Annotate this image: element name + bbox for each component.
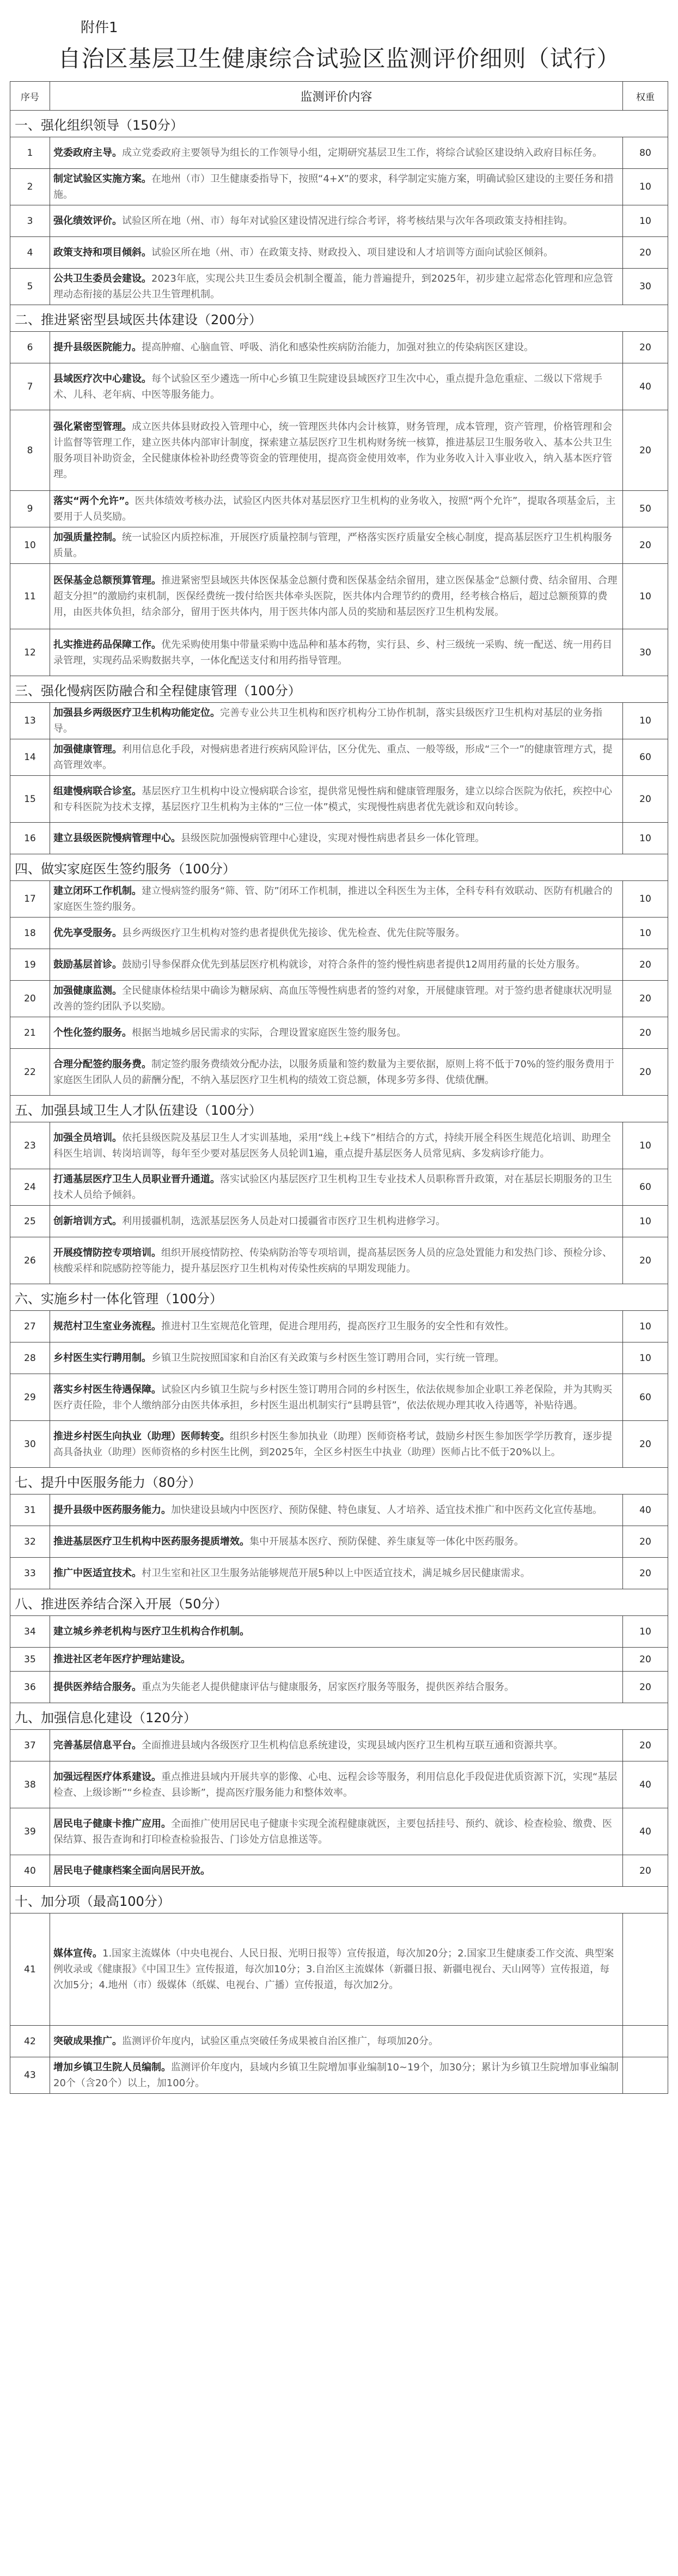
item-heading: 突破成果推广。 bbox=[53, 2036, 122, 2047]
row-number: 33 bbox=[10, 1558, 50, 1589]
row-number: 13 bbox=[10, 703, 50, 739]
table-row bbox=[10, 237, 668, 269]
row-weight: 60 bbox=[623, 739, 668, 776]
row-number: 10 bbox=[10, 527, 50, 564]
item-heading: 合理分配签约服务费。 bbox=[53, 1058, 151, 1070]
item-description: 落实试验区内基层医疗卫生机构卫生专业技术人员职称晋升政策，对在基层长期服务的卫生技术人员给予倾斜。 bbox=[53, 1174, 612, 1201]
section-title: 三、强化慢病医防融合和全程健康管理（100分） bbox=[10, 676, 668, 703]
item-heading: 建立城乡养老机构与医疗卫生机构合作机制。 bbox=[53, 1626, 249, 1637]
item-heading: 规范村卫生室业务流程。 bbox=[53, 1321, 161, 1332]
item-description: 试验区所在地（州、市）每年对试验区建设情况进行综合考评，将考核结果与次年各项政策支持相挂钩。 bbox=[122, 215, 573, 227]
row-number: 42 bbox=[10, 2026, 50, 2057]
row-content bbox=[50, 205, 623, 237]
row-content bbox=[50, 1169, 623, 1206]
row-weight: 20 bbox=[623, 410, 668, 491]
row-content bbox=[50, 1342, 623, 1374]
row-content bbox=[50, 332, 623, 363]
row-weight: 20 bbox=[623, 981, 668, 1017]
item-description: 统一试验区内质控标准，开展医疗质量控制与管理，严格落实医疗质量安全核心制度，提高基层医疗卫生机构服务质量。 bbox=[53, 532, 612, 559]
item-heading: 公共卫生委员会建设。 bbox=[53, 273, 151, 284]
item-heading: 媒体宣传。 bbox=[53, 1948, 102, 1959]
header-content: 监测评价内容 bbox=[50, 82, 623, 111]
item-description: 依托县级医院及基层卫生人才实训基地，采用“线上+线下”相结合的方式，持续开展全科医生规范化培训、助理全科医生培训、转岗培训等，每年至少要对基层医务人员轮训1遍，重点提升基层医务人员常见病、多发病诊疗能力。 bbox=[53, 1132, 611, 1159]
item-description: 优先采购使用集中带量采购中选品种和基本药物，实行县、乡、村三级统一采购、统一配送、统一用药目录管理，实现药品采购数据共享，一体化配送支付和用药指导管理。 bbox=[53, 639, 612, 666]
row-number: 20 bbox=[10, 981, 50, 1017]
table-row bbox=[10, 1672, 668, 1703]
row-content bbox=[50, 1730, 623, 1761]
row-content bbox=[50, 1558, 623, 1589]
row-content bbox=[50, 1672, 623, 1703]
row-number: 17 bbox=[10, 881, 50, 918]
section-title: 五、加强县域卫生人才队伍建设（100分） bbox=[10, 1096, 668, 1122]
table-row bbox=[10, 776, 668, 823]
item-description: 推进紧密型县域医共体医保基金总额付费和医保基金结余留用，建立医保基金“总额付费、结余留用、合理超支分担”的激励约束机制，医保经费统一拨付给医共体牵头医院，医共体内合理节约的费用，经考核合格后，超过总额预算的费用，由医共体负担，结余部分，留用于医共体内，用于医共体内部人员的奖励和基层医疗卫生机构发展。 bbox=[53, 575, 618, 618]
document-title: 自治区基层卫生健康综合试验区监测评价细则（试行） bbox=[58, 45, 620, 72]
row-number: 30 bbox=[10, 1421, 50, 1468]
section-row bbox=[10, 1703, 668, 1730]
row-content bbox=[50, 1049, 623, 1096]
row-number: 7 bbox=[10, 363, 50, 410]
row-content bbox=[50, 1421, 623, 1468]
row-weight: 20 bbox=[623, 1730, 668, 1761]
table-row bbox=[10, 1808, 668, 1855]
table-row bbox=[10, 1237, 668, 1284]
evaluation-table bbox=[10, 81, 668, 2094]
section-row bbox=[10, 111, 668, 137]
row-weight: 10 bbox=[623, 1122, 668, 1169]
row-number: 9 bbox=[10, 491, 50, 527]
section-row bbox=[10, 1096, 668, 1122]
row-weight: 20 bbox=[623, 776, 668, 823]
row-number: 18 bbox=[10, 918, 50, 949]
row-weight: 10 bbox=[623, 205, 668, 237]
row-number: 37 bbox=[10, 1730, 50, 1761]
section-row bbox=[10, 1468, 668, 1494]
row-number: 5 bbox=[10, 269, 50, 305]
row-content bbox=[50, 949, 623, 981]
table-row bbox=[10, 1122, 668, 1169]
row-weight: 20 bbox=[623, 1558, 668, 1589]
item-heading: 推进基层医疗卫生机构中医药服务提质增效。 bbox=[53, 1536, 249, 1547]
row-number: 28 bbox=[10, 1342, 50, 1374]
item-description: 县级医院加强慢病管理中心建设，实现对慢性病患者县乡一体化管理。 bbox=[181, 833, 485, 844]
item-description: 推进村卫生室规范化管理，促进合理用药，提高医疗卫生服务的安全性和有效性。 bbox=[161, 1321, 514, 1332]
item-description: 成立党委政府主要领导为组长的工作领导小组，定期研究基层卫生工作，将综合试验区建设纳入政府目标任务。 bbox=[122, 147, 602, 159]
table-row bbox=[10, 1206, 668, 1237]
row-content bbox=[50, 1808, 623, 1855]
row-weight: 20 bbox=[623, 527, 668, 564]
row-weight: 40 bbox=[623, 363, 668, 410]
section-title: 六、实施乡村一体化管理（100分） bbox=[10, 1284, 668, 1311]
row-number: 35 bbox=[10, 1648, 50, 1672]
table-row bbox=[10, 703, 668, 739]
item-heading: 加强县乡两级医疗卫生机构功能定位。 bbox=[53, 707, 220, 719]
row-content bbox=[50, 1913, 623, 2026]
row-content bbox=[50, 2026, 623, 2057]
row-weight: 20 bbox=[623, 1237, 668, 1284]
table-row bbox=[10, 2057, 668, 2094]
item-heading: 乡村医生实行聘用制。 bbox=[53, 1352, 151, 1364]
row-weight: 20 bbox=[623, 1049, 668, 1096]
row-number: 38 bbox=[10, 1761, 50, 1808]
row-number: 43 bbox=[10, 2057, 50, 2094]
row-number: 25 bbox=[10, 1206, 50, 1237]
table-row bbox=[10, 1017, 668, 1049]
row-number: 31 bbox=[10, 1494, 50, 1526]
item-heading: 个性化签约服务。 bbox=[53, 1027, 132, 1038]
item-heading: 加强质量控制。 bbox=[53, 532, 122, 543]
item-heading: 创新培训方式。 bbox=[53, 1216, 122, 1227]
item-heading: 建立闭环工作机制。 bbox=[53, 885, 142, 897]
table-header-row bbox=[10, 82, 668, 111]
table-row bbox=[10, 1913, 668, 2026]
row-weight: 20 bbox=[623, 1648, 668, 1672]
table-row bbox=[10, 527, 668, 564]
row-weight: 10 bbox=[623, 823, 668, 854]
item-description: 村卫生室和社区卫生服务站能够规范开展5种以上中医适宜技术，满足城乡居民健康需求。 bbox=[142, 1568, 530, 1579]
row-weight: 10 bbox=[623, 1206, 668, 1237]
row-weight: 20 bbox=[623, 1855, 668, 1887]
item-description: 制定签约服务费绩效分配办法，以服务质量和签约数量为主要依据，原则上将不低于70%的签约服务费用于家庭医生团队人员的薪酬分配，不纳入基层医疗卫生机构的绩效工资总额，体现多劳多得、优绩优酬。 bbox=[53, 1058, 615, 1086]
item-description: 组织开展疫情防控、传染病防治等专项培训，提高基层医务人员的应急处置能力和发热门诊、预检分诊、核酸采样和院感防控等能力，提升基层医疗卫生机构对传染性疾病的早期发现能力。 bbox=[53, 1247, 612, 1274]
row-content bbox=[50, 739, 623, 776]
table-row bbox=[10, 137, 668, 169]
item-heading: 建立县级医院慢病管理中心。 bbox=[53, 833, 181, 844]
table-row bbox=[10, 1648, 668, 1672]
row-content bbox=[50, 410, 623, 491]
table-row bbox=[10, 332, 668, 363]
item-description: 全面推进县域内各级医疗卫生机构信息系统建设，实现县域内医疗卫生机构互联互通和资源共享。 bbox=[142, 1740, 563, 1751]
table-row bbox=[10, 1374, 668, 1421]
item-description: 县乡两级医疗卫生机构对签约患者提供优先接诊、优先检查、优先住院等服务。 bbox=[122, 927, 465, 939]
row-weight: 10 bbox=[623, 1342, 668, 1374]
table-body bbox=[10, 111, 668, 2094]
item-description: 重点为失能老人提供健康评估与健康服务，居家医疗服务等服务，提供医养结合服务。 bbox=[142, 1681, 514, 1693]
item-heading: 推广中医适宜技术。 bbox=[53, 1568, 142, 1579]
row-content bbox=[50, 1206, 623, 1237]
section-title: 二、推进紧密型县域医共体建设（200分） bbox=[10, 305, 668, 332]
section-row bbox=[10, 1284, 668, 1311]
item-heading: 加强远程医疗体系建设。 bbox=[53, 1771, 161, 1783]
table-row bbox=[10, 1526, 668, 1558]
table-row bbox=[10, 1616, 668, 1648]
item-heading: 居民电子健康档案全面向居民开放。 bbox=[53, 1865, 210, 1876]
item-description: 全面推广使用居民电子健康卡实现全流程健康就医，主要包括挂号、预约、就诊、检查检验、缴费、医保结算、报告查询和打印检查检验报告、门诊处方信息推送等。 bbox=[53, 1818, 612, 1845]
row-number: 16 bbox=[10, 823, 50, 854]
row-number: 11 bbox=[10, 564, 50, 629]
table-row bbox=[10, 1049, 668, 1096]
section-row bbox=[10, 1887, 668, 1913]
row-number: 15 bbox=[10, 776, 50, 823]
section-row bbox=[10, 854, 668, 881]
row-weight: 40 bbox=[623, 1808, 668, 1855]
row-content bbox=[50, 137, 623, 169]
item-heading: 落实“两个允许”。 bbox=[53, 495, 135, 507]
item-heading: 加强全员培训。 bbox=[53, 1132, 122, 1144]
table-row bbox=[10, 1730, 668, 1761]
header-no: 序号 bbox=[10, 82, 50, 111]
row-weight: 60 bbox=[623, 1374, 668, 1421]
item-heading: 鼓励基层首诊。 bbox=[53, 959, 122, 970]
row-weight bbox=[623, 1913, 668, 2026]
row-weight: 40 bbox=[623, 1494, 668, 1526]
item-description: 试验区内乡镇卫生院与乡村医生签订聘用合同的乡村医生，依法依规参加企业职工养老保险，并为其购买医疗责任险，非个人缴纳部分由医共体承担，乡村医生退出机制实行“县聘县管”，依法依规办理其收入待遇等，补贴待遇。 bbox=[53, 1383, 612, 1411]
row-content bbox=[50, 237, 623, 269]
table-row bbox=[10, 823, 668, 854]
item-heading: 打通基层医疗卫生人员职业晋升通道。 bbox=[53, 1174, 220, 1185]
item-description: 成立医共体县财政投入管理中心，统一管理医共体内会计核算，财务管理，成本管理，资产管理，价格管理和会计监督等管理工作，建立医共体内部审计制度，探索建立基层医疗卫生机构财务统一核算，推进基层卫生服务收入、基本公共卫生服务项目补助资金，全民健康体检补助经费等资金的管理使用，提高资金使用效率，作为业务收入计入事业收入，纳入基本医疗管理。 bbox=[53, 421, 612, 480]
item-heading: 政策支持和项目倾斜。 bbox=[53, 247, 151, 258]
item-description: 鼓励引导参保群众优先到基层医疗机构就诊，对符合条件的签约慢性病患者提供12周用药量的长处方服务。 bbox=[122, 959, 585, 970]
row-content bbox=[50, 1526, 623, 1558]
table-row bbox=[10, 564, 668, 629]
item-description: 集中开展基本医疗、预防保健、养生康复等一体化中医药服务。 bbox=[249, 1536, 524, 1547]
item-description: 利用信息化手段，对慢病患者进行疾病风险评估，区分优先、重点、一般等级，形成“三个一”的健康管理方式，提高管理效率。 bbox=[53, 744, 613, 771]
row-weight: 30 bbox=[623, 269, 668, 305]
row-number: 12 bbox=[10, 629, 50, 676]
row-weight: 20 bbox=[623, 237, 668, 269]
row-content bbox=[50, 629, 623, 676]
row-weight: 10 bbox=[623, 1616, 668, 1648]
table-row bbox=[10, 269, 668, 305]
table-row bbox=[10, 491, 668, 527]
row-number: 2 bbox=[10, 169, 50, 205]
row-content bbox=[50, 2057, 623, 2094]
item-heading: 强化绩效评价。 bbox=[53, 215, 122, 227]
row-content bbox=[50, 269, 623, 305]
row-number: 39 bbox=[10, 1808, 50, 1855]
item-description: 完善专业公共卫生机构和医疗机构分工协作机制，落实县级医疗卫生机构对基层的业务指导。 bbox=[53, 707, 602, 734]
table-row bbox=[10, 205, 668, 237]
row-weight: 80 bbox=[623, 137, 668, 169]
section-title: 四、做实家庭医生签约服务（100分） bbox=[10, 854, 668, 881]
table-row bbox=[10, 1761, 668, 1808]
item-heading: 推进乡村医生向执业（助理）医师转变。 bbox=[53, 1430, 230, 1442]
row-number: 3 bbox=[10, 205, 50, 237]
row-number: 23 bbox=[10, 1122, 50, 1169]
table-row bbox=[10, 1494, 668, 1526]
item-heading: 增加乡镇卫生院人员编制。 bbox=[53, 2062, 171, 2073]
row-weight bbox=[623, 2026, 668, 2057]
item-description: 提高肿瘤、心脑血管、呼吸、消化和感染性疾病防治能力，加强对独立的传染病医区建设。 bbox=[142, 342, 534, 353]
row-weight: 10 bbox=[623, 564, 668, 629]
row-number: 19 bbox=[10, 949, 50, 981]
item-description: 1.国家主流媒体（中央电视台、人民日报、光明日报等）宣传报道，每次加20分；2.国家卫生健康委工作交流、典型案例收录或《健康报》《中国卫生》宣传报道，每次加10分；3.自治区主流媒体（新疆日报、新疆电视台、天山网等）宣传报道，每次加5分；4.地州（市）级媒体（纸媒、电视台、广播）宣传报道，每次加2分。 bbox=[53, 1948, 614, 1991]
row-number: 24 bbox=[10, 1169, 50, 1206]
row-number: 14 bbox=[10, 739, 50, 776]
row-weight: 30 bbox=[623, 629, 668, 676]
item-heading: 推进社区老年医疗护理站建设。 bbox=[53, 1654, 191, 1665]
row-content bbox=[50, 823, 623, 854]
row-weight: 20 bbox=[623, 1017, 668, 1049]
row-content bbox=[50, 981, 623, 1017]
row-content bbox=[50, 1616, 623, 1648]
row-weight: 10 bbox=[623, 1311, 668, 1342]
section-title: 一、强化组织领导（150分） bbox=[10, 111, 668, 137]
table-row bbox=[10, 1558, 668, 1589]
table-row bbox=[10, 918, 668, 949]
row-content bbox=[50, 363, 623, 410]
attachment-label: 附件1 bbox=[81, 20, 118, 36]
row-content bbox=[50, 881, 623, 918]
row-content bbox=[50, 491, 623, 527]
item-heading: 提升县级医院能力。 bbox=[53, 342, 142, 353]
row-number: 40 bbox=[10, 1855, 50, 1887]
item-heading: 提升县级中医药服务能力。 bbox=[53, 1504, 171, 1516]
row-weight: 20 bbox=[623, 332, 668, 363]
item-heading: 完善基层信息平台。 bbox=[53, 1740, 142, 1751]
section-title: 八、推进医养结合深入开展（50分） bbox=[10, 1589, 668, 1616]
row-number: 21 bbox=[10, 1017, 50, 1049]
row-number: 29 bbox=[10, 1374, 50, 1421]
header-weight: 权重 bbox=[623, 82, 668, 111]
section-title: 九、加强信息化建设（120分） bbox=[10, 1703, 668, 1730]
section-title: 七、提升中医服务能力（80分） bbox=[10, 1468, 668, 1494]
row-number: 41 bbox=[10, 1913, 50, 2026]
item-description: 全民健康体检结果中确诊为糖尿病、高血压等慢性病患者的签约对象，开展健康管理。对于签约患者健康状况明显改善的签约团队予以奖励。 bbox=[53, 985, 612, 1012]
item-heading: 扎实推进药品保障工作。 bbox=[53, 639, 161, 651]
section-row bbox=[10, 305, 668, 332]
table-row bbox=[10, 981, 668, 1017]
row-content bbox=[50, 1855, 623, 1887]
table-row bbox=[10, 1342, 668, 1374]
row-weight: 20 bbox=[623, 949, 668, 981]
table-row bbox=[10, 1855, 668, 1887]
item-heading: 优先享受服务。 bbox=[53, 927, 122, 939]
item-description: 医共体绩效考核办法，试验区内医共体对基层医疗卫生机构的业务收入，按照“两个允许”，提取各项基金后，主要用于人员奖励。 bbox=[53, 495, 616, 523]
item-description: 重点推进县域内开展共享的影像、心电、远程会诊等服务，利用信息化手段促进优质资源下沉，实现“基层检查、上级诊断”“乡检查、县诊断”，提高医疗服务能力和整体效率。 bbox=[53, 1771, 618, 1799]
row-weight: 50 bbox=[623, 491, 668, 527]
row-weight: 20 bbox=[623, 1421, 668, 1468]
row-number: 8 bbox=[10, 410, 50, 491]
row-content bbox=[50, 527, 623, 564]
row-content bbox=[50, 1761, 623, 1808]
table-row bbox=[10, 949, 668, 981]
row-weight: 60 bbox=[623, 1169, 668, 1206]
row-weight: 10 bbox=[623, 881, 668, 918]
item-heading: 开展疫情防控专项培训。 bbox=[53, 1247, 161, 1259]
row-content bbox=[50, 1311, 623, 1342]
item-description: 基层医疗卫生机构中设立慢病联合诊室，提供常见慢性病和健康管理服务，建立以综合医院为依托，疾控中心和专科医院为技术支撑，基层医疗卫生机构为主体的“三位一体”模式，实现慢性病患者优先就诊和双向转诊。 bbox=[53, 785, 612, 813]
row-weight bbox=[623, 2057, 668, 2094]
item-description: 每个试验区至少遴选一所中心乡镇卫生院建设县域医疗卫生次中心，重点提升急危重症、二级以下常规手术、儿科、老年病、中医等服务能力。 bbox=[53, 373, 602, 400]
table-row bbox=[10, 629, 668, 676]
row-content bbox=[50, 776, 623, 823]
item-description: 试验区所在地（州、市）在政策支持、财政投入、项目建设和人才培训等方面向试验区倾斜。 bbox=[151, 247, 553, 258]
row-weight: 10 bbox=[623, 169, 668, 205]
row-content bbox=[50, 1494, 623, 1526]
item-heading: 制定试验区实施方案。 bbox=[53, 173, 151, 185]
row-content bbox=[50, 1237, 623, 1284]
item-heading: 居民电子健康卡推广应用。 bbox=[53, 1818, 171, 1830]
item-heading: 提供医养结合服务。 bbox=[53, 1681, 142, 1693]
row-number: 27 bbox=[10, 1311, 50, 1342]
row-content bbox=[50, 1648, 623, 1672]
item-description: 在地州（市）卫生健康委指导下，按照“4+X”的要求，科学制定实施方案，明确试验区建设的主要任务和措施。 bbox=[53, 173, 614, 201]
row-number: 22 bbox=[10, 1049, 50, 1096]
item-description: 组织乡村医生参加执业（助理）医师资格考试，鼓励乡村医生参加医学学历教育，逐步提高具备执业（助理）医师资格的乡村医生比例，到2025年，全区乡村医生中执业（助理）医师占比不低于20%以上。 bbox=[53, 1430, 612, 1458]
item-description: 加快建设县域内中医医疗、预防保健、特色康复、人才培养、适宜技术推广和中医药文化宣传基地。 bbox=[171, 1504, 602, 1516]
table-row bbox=[10, 1169, 668, 1206]
item-heading: 落实乡村医生待遇保障。 bbox=[53, 1383, 161, 1395]
table-row bbox=[10, 410, 668, 491]
item-heading: 县域医疗次中心建设。 bbox=[53, 373, 151, 385]
row-number: 36 bbox=[10, 1672, 50, 1703]
row-weight: 10 bbox=[623, 918, 668, 949]
item-description: 2023年底，实现公共卫生委员会机制全覆盖，能力普遍提升，到2025年，初步建立起常态化管理和应急管理动态衔接的基层公共卫生管理机制。 bbox=[53, 273, 613, 300]
table-row bbox=[10, 363, 668, 410]
section-row bbox=[10, 1589, 668, 1616]
item-description: 监测评价年度内，试验区重点突破任务成果被自治区推广，每项加20分。 bbox=[122, 2036, 438, 2047]
row-number: 6 bbox=[10, 332, 50, 363]
row-content bbox=[50, 1122, 623, 1169]
row-number: 4 bbox=[10, 237, 50, 269]
section-row bbox=[10, 676, 668, 703]
item-description: 建立慢病签约服务“筛、管、防”闭环工作机制，推进以全科医生为主体，全科专科有效联动、医防有机融合的家庭医生签约服务。 bbox=[53, 885, 613, 913]
row-content bbox=[50, 1374, 623, 1421]
item-heading: 加强健康监测。 bbox=[53, 985, 122, 997]
item-description: 利用援疆机制，选派基层医务人员赴对口援疆省市医疗卫生机构进修学习。 bbox=[122, 1216, 445, 1227]
row-content bbox=[50, 703, 623, 739]
table-row bbox=[10, 881, 668, 918]
table-row bbox=[10, 169, 668, 205]
table-row bbox=[10, 739, 668, 776]
row-weight: 10 bbox=[623, 703, 668, 739]
row-content bbox=[50, 918, 623, 949]
row-number: 26 bbox=[10, 1237, 50, 1284]
item-heading: 加强健康管理。 bbox=[53, 744, 122, 755]
item-heading: 强化紧密型管理。 bbox=[53, 421, 132, 433]
row-number: 32 bbox=[10, 1526, 50, 1558]
item-heading: 组建慢病联合诊室。 bbox=[53, 785, 142, 797]
item-description: 监测评价年度内，县域内乡镇卫生院增加事业编制10~19个，加30分；累计为乡镇卫生院增加事业编制20个（含20个）以上，加100分。 bbox=[53, 2062, 619, 2089]
item-description: 乡镇卫生院按照国家和自治区有关政策与乡村医生签订聘用合同，实行统一管理。 bbox=[151, 1352, 504, 1364]
row-content bbox=[50, 564, 623, 629]
row-content bbox=[50, 1017, 623, 1049]
row-weight: 20 bbox=[623, 1672, 668, 1703]
table-row bbox=[10, 2026, 668, 2057]
item-heading: 医保基金总额预算管理。 bbox=[53, 575, 161, 586]
table-row bbox=[10, 1311, 668, 1342]
item-heading: 党委政府主导。 bbox=[53, 147, 122, 159]
row-number: 1 bbox=[10, 137, 50, 169]
row-weight: 20 bbox=[623, 1526, 668, 1558]
section-title: 十、加分项（最高100分） bbox=[10, 1887, 668, 1913]
row-weight: 40 bbox=[623, 1761, 668, 1808]
table-row bbox=[10, 1421, 668, 1468]
row-number: 34 bbox=[10, 1616, 50, 1648]
row-content bbox=[50, 169, 623, 205]
item-description: 根据当地城乡居民需求的实际，合理设置家庭医生签约服务包。 bbox=[132, 1027, 406, 1038]
